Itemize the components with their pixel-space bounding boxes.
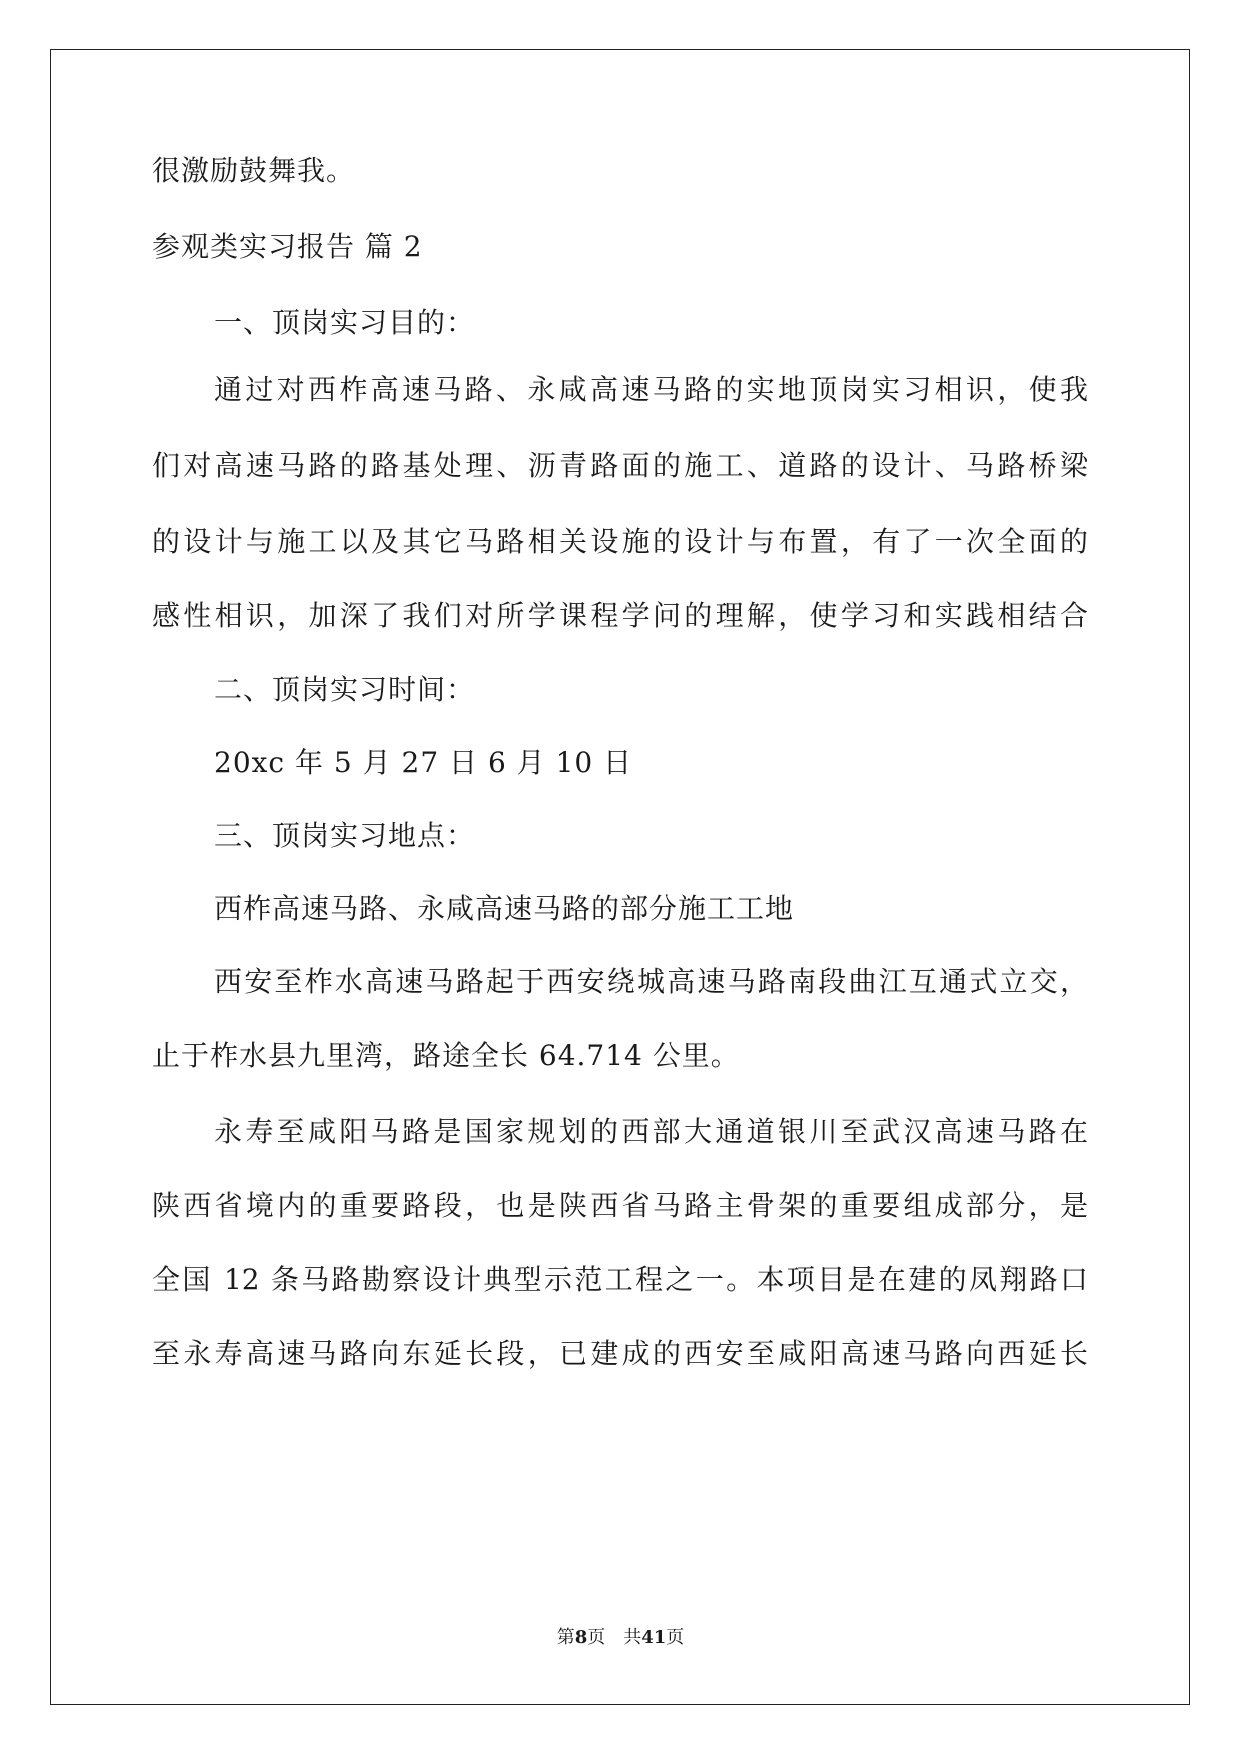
paragraph-line: 很激励鼓舞我。 bbox=[152, 154, 356, 187]
paragraph-line: 通过对西柞高速马路、永咸高速马路的实地顶岗实习相识，使我 bbox=[214, 373, 1088, 406]
page-footer bbox=[0, 1626, 1241, 1650]
paragraph-line: 全国 12 条马路勘察设计典型示范工程之一。本项目是在建的凤翔路口 bbox=[152, 1263, 1088, 1296]
paragraph-line: 的设计与施工以及其它马路相关设施的设计与布置，有了一次全面的 bbox=[152, 525, 1088, 558]
subheading: 二、顶岗实习时间： bbox=[214, 673, 476, 706]
paragraph-line: 感性相识，加深了我们对所学课程学问的理解，使学习和实践相结合 bbox=[152, 599, 1088, 632]
paragraph-line: 们对高速马路的路基处理、沥青路面的施工、道路的设计、马路桥梁 bbox=[152, 449, 1088, 482]
footer-suffix: 页 bbox=[666, 1627, 685, 1648]
subheading: 一、顶岗实习目的： bbox=[214, 306, 476, 339]
footer-mid: 页 共 bbox=[587, 1627, 642, 1648]
current-page-number: 8 bbox=[574, 1627, 588, 1648]
section-heading: 参观类实习报告 篇 2 bbox=[152, 230, 423, 263]
subheading: 三、顶岗实习地点： bbox=[214, 819, 476, 852]
total-page-count: 41 bbox=[641, 1627, 667, 1648]
paragraph-line: 永寿至咸阳马路是国家规划的西部大通道银川至武汉高速马路在 bbox=[214, 1115, 1088, 1148]
paragraph-line: 至永寿高速马路向东延长段，已建成的西安至咸阳高速马路向西延长 bbox=[152, 1337, 1088, 1370]
paragraph-line: 西安至柞水高速马路起于西安绕城高速马路南段曲江互通式立交， bbox=[214, 965, 1088, 998]
paragraph-line: 西柞高速马路、永咸高速马路的部分施工工地 bbox=[214, 892, 795, 925]
footer-prefix: 第 bbox=[556, 1627, 575, 1648]
paragraph-line: 20xc 年 5 月 27 日 6 月 10 日 bbox=[214, 746, 633, 779]
paragraph-line: 止于柞水县九里湾，路途全长 64.714 公里。 bbox=[152, 1039, 740, 1072]
paragraph-line: 陕西省境内的重要路段，也是陕西省马路主骨架的重要组成部分，是 bbox=[152, 1189, 1088, 1222]
page-border bbox=[50, 49, 1190, 1705]
